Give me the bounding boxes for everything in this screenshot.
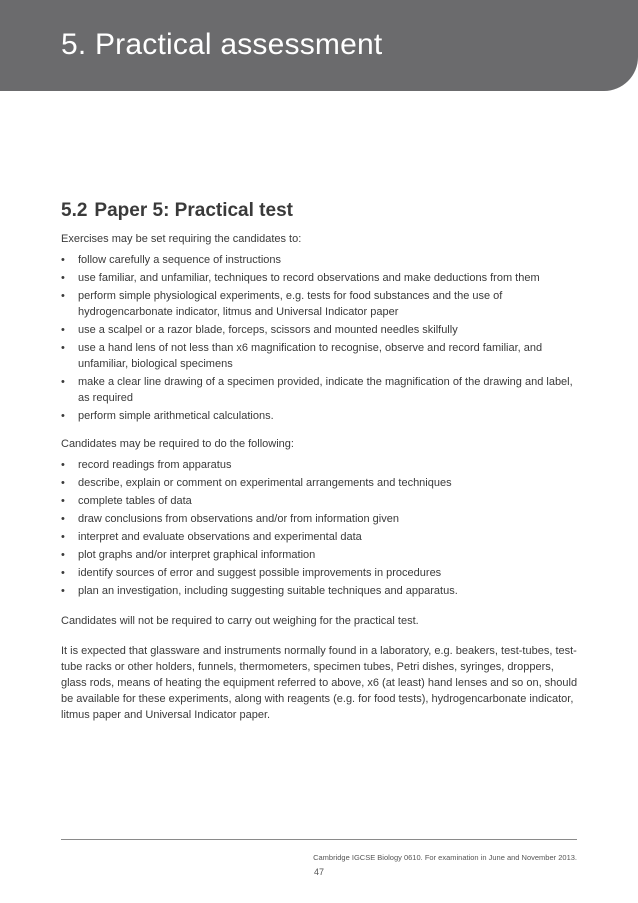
bullet-icon: • [61,376,65,388]
section-number: 5.2 [61,200,88,221]
paragraph: Candidates will not be required to carry out weighing for the practical test. [61,615,419,627]
header-banner [0,0,638,91]
bullet-icon: • [61,585,65,597]
tasks-list [61,457,581,599]
list-item: • complete tables of data [61,495,192,507]
bullet-icon: • [61,513,65,525]
list-item: • record readings from apparatus [61,459,232,471]
main-content [61,200,581,723]
bullet-icon: • [61,342,65,354]
bullet-icon: • [61,410,65,422]
paragraph: It is expected that glassware and instruments normally found in a laboratory, e.g. beakers, test-tubes, test-tube racks or other holders, funnels, thermometers, specimen tubes, Petri dishes, syringes, droppers, glass rods, means of heating the equipment referred to above, x6 (at least) hand lenses and so on, should be available for these experiments, along with reagents (e.g. for food tests), hydrogencarbonate indicator, litmus paper and Universal Indicator paper. [61,645,578,721]
bullet-icon: • [61,272,65,284]
section-heading [61,200,581,222]
list-intro: Candidates may be required to do the following: [61,438,294,450]
bullet-icon: • [61,549,65,561]
bullet-icon: • [61,324,65,336]
bullet-icon: • [61,477,65,489]
list-item: • plot graphs and/or interpret graphical information [61,549,316,561]
page-title: 5. Practical assessment [61,28,383,61]
bullet-icon: • [61,290,65,302]
footer-text: Cambridge IGCSE Biology 0610. For examination in June and November 2013. [313,853,577,862]
footer-divider [61,839,577,840]
list-item: • use a hand lens of not less than x6 magnification to recognise, observe and record familiar, and unfamiliar, biological specimens [61,342,543,370]
requirements-list [61,252,581,424]
bullet-icon: • [61,459,65,471]
list-item: • use a scalpel or a razor blade, forceps, scissors and mounted needles skilfully [61,324,458,336]
list-item: • describe, explain or comment on experimental arrangements and techniques [61,477,452,489]
bullet-icon: • [61,567,65,579]
bullet-icon: • [61,531,65,543]
list-item: • plan an investigation, including suggesting suitable techniques and apparatus. [61,585,458,597]
list-item: • draw conclusions from observations and/or from information given [61,513,399,525]
list-item: • perform simple arithmetical calculations. [61,410,274,422]
list-intro: Exercises may be set requiring the candidates to: [61,233,302,245]
list-item: • identify sources of error and suggest possible improvements in procedures [61,567,442,579]
list-item: • perform simple physiological experiments, e.g. tests for food substances and the use of hydrogencarbonate indicator, litmus and Universal Indicator paper [61,290,503,318]
bullet-icon: • [61,254,65,266]
list-item: • interpret and evaluate observations and experimental data [61,531,362,543]
list-item: • follow carefully a sequence of instructions [61,254,281,266]
page-number: 47 [313,867,324,877]
list-item: • use familiar, and unfamiliar, techniques to record observations and make deductions from them [61,272,540,284]
bullet-icon: • [61,495,65,507]
section-title: Paper 5: Practical test [94,200,293,221]
list-item: • make a clear line drawing of a specimen provided, indicate the magnification of the drawing and label, as required [61,376,573,404]
